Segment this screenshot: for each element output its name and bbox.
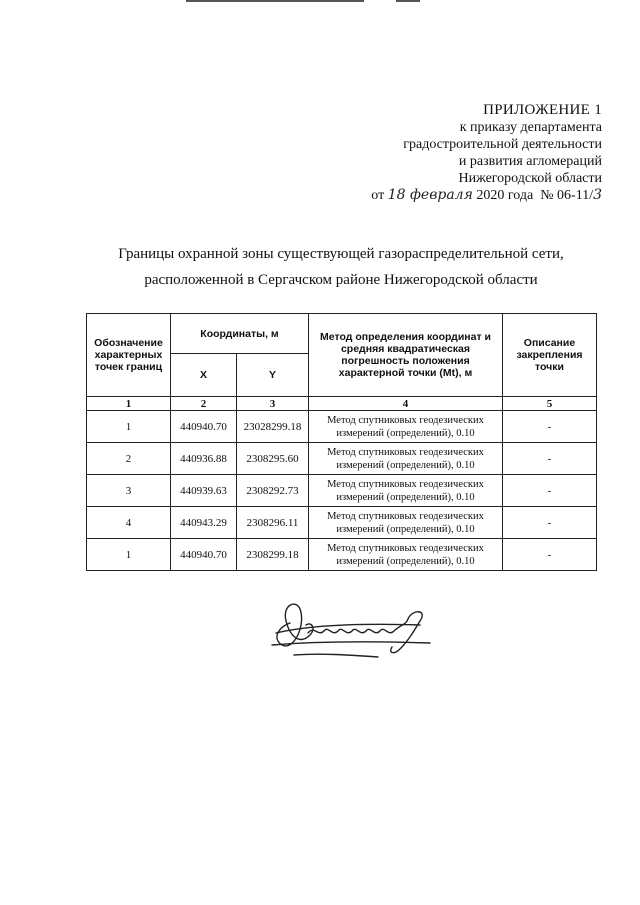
description-cell: - xyxy=(503,539,597,571)
description-cell: - xyxy=(503,443,597,475)
handwritten-order-number: 3 xyxy=(593,187,602,203)
column-number: 4 xyxy=(309,397,503,411)
boundary-points-table xyxy=(86,313,597,571)
point-cell: 2 xyxy=(87,443,171,475)
table-row xyxy=(87,411,597,443)
column-number: 1 xyxy=(87,397,171,411)
method-cell: Метод спутниковых геодезических измерений (определений), 0.10 xyxy=(309,507,503,539)
order-date-line xyxy=(371,187,602,204)
order-line-2: градостроительной деятельности xyxy=(403,137,602,152)
header-method: Метод определения координат и средняя квадратическая погрешность положения характерной точки (Mt), м xyxy=(309,314,503,397)
point-cell: 4 xyxy=(87,507,171,539)
scan-artifact-line xyxy=(396,0,420,2)
order-line-4: Нижегородской области xyxy=(458,171,602,186)
method-cell: Метод спутниковых геодезических измерений (определений), 0.10 xyxy=(309,443,503,475)
order-line-3: и развития агломераций xyxy=(458,154,602,169)
point-cell: 1 xyxy=(87,539,171,571)
header-point-designation: Обозначение характерных точек границ xyxy=(87,314,171,397)
order-line-1: к приказу департамента xyxy=(459,120,602,135)
y-cell: 2308295.60 xyxy=(237,443,309,475)
table-row xyxy=(87,539,597,571)
x-cell: 440936.88 xyxy=(171,443,237,475)
x-cell: 440940.70 xyxy=(171,411,237,443)
handwritten-date: 18 февраля xyxy=(387,187,473,203)
point-cell: 1 xyxy=(87,411,171,443)
header-description: Описание закрепления точки xyxy=(503,314,597,397)
date-suffix: 2020 года xyxy=(476,188,534,203)
header-y: Y xyxy=(237,354,309,397)
scan-artifact-line xyxy=(186,0,364,2)
point-cell: 3 xyxy=(87,475,171,507)
method-cell: Метод спутниковых геодезических измерений (определений), 0.10 xyxy=(309,539,503,571)
x-cell: 440943.29 xyxy=(171,507,237,539)
x-cell: 440940.70 xyxy=(171,539,237,571)
order-number-prefix: № 06-11/ xyxy=(540,188,594,203)
header-x: X xyxy=(171,354,237,397)
column-number: 3 xyxy=(237,397,309,411)
column-number: 5 xyxy=(503,397,597,411)
table-row xyxy=(87,475,597,507)
appendix-header xyxy=(371,102,602,204)
method-cell: Метод спутниковых геодезических измерений (определений), 0.10 xyxy=(309,475,503,507)
document-title-line-2: расположенной в Сергачском районе Нижегородской области xyxy=(144,272,538,288)
table-row xyxy=(87,443,597,475)
method-cell: Метод спутниковых геодезических измерений (определений), 0.10 xyxy=(309,411,503,443)
appendix-title: ПРИЛОЖЕНИЕ 1 xyxy=(483,102,602,118)
date-prefix: от xyxy=(371,188,385,203)
handwritten-signature xyxy=(270,595,440,675)
description-cell: - xyxy=(503,475,597,507)
document-title-line-1: Границы охранной зоны существующей газораспределительной сети, xyxy=(118,246,564,262)
header-coordinates: Координаты, м xyxy=(171,314,309,354)
column-number-row xyxy=(87,397,597,411)
description-cell: - xyxy=(503,411,597,443)
y-cell: 2308296.11 xyxy=(237,507,309,539)
x-cell: 440939.63 xyxy=(171,475,237,507)
column-number: 2 xyxy=(171,397,237,411)
table-row xyxy=(87,507,597,539)
description-cell: - xyxy=(503,507,597,539)
y-cell: 23028299.18 xyxy=(237,411,309,443)
y-cell: 2308292.73 xyxy=(237,475,309,507)
y-cell: 2308299.18 xyxy=(237,539,309,571)
